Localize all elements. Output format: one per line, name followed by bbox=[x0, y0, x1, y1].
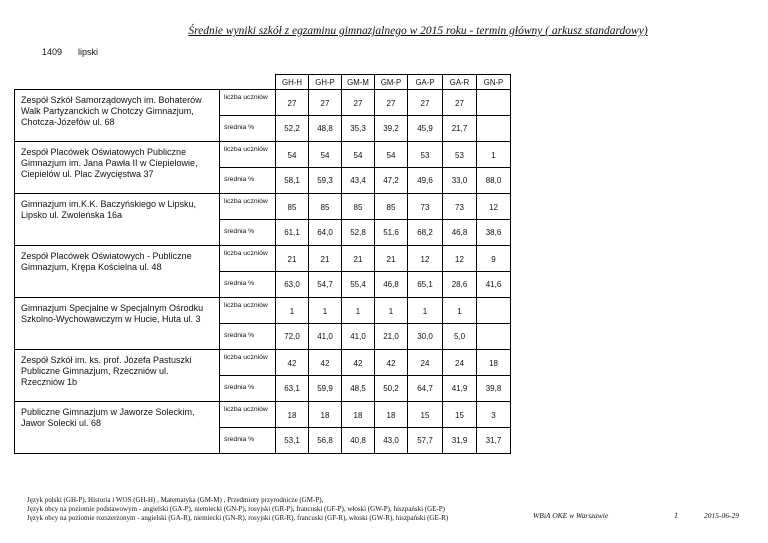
count-cell: 27 bbox=[309, 90, 342, 116]
mean-cell: 39,2 bbox=[375, 116, 408, 142]
mean-cell: 88,0 bbox=[477, 168, 511, 194]
header-blank-cell bbox=[15, 75, 276, 90]
mean-cell: 65,1 bbox=[408, 272, 443, 298]
mean-cell: 35,3 bbox=[342, 116, 375, 142]
count-cell bbox=[477, 90, 511, 116]
count-cell: 27 bbox=[375, 90, 408, 116]
count-cell: 12 bbox=[408, 246, 443, 272]
mean-cell: 45,9 bbox=[408, 116, 443, 142]
header-row bbox=[15, 75, 511, 90]
column-header: GH-H bbox=[276, 75, 309, 90]
count-cell: 21 bbox=[309, 246, 342, 272]
column-header: GM-P bbox=[375, 75, 408, 90]
mean-cell: 68,2 bbox=[408, 220, 443, 246]
mean-cell: 38,6 bbox=[477, 220, 511, 246]
count-cell: 18 bbox=[309, 402, 342, 428]
count-cell: 9 bbox=[477, 246, 511, 272]
mean-cell: 21,7 bbox=[443, 116, 477, 142]
count-cell bbox=[477, 298, 511, 324]
school-name: Zespół Szkół im. ks. prof. Józefa Pastuszki Publiczne Gimnazjum, Rzeczniów ul. Rzeczniów 1b bbox=[15, 350, 220, 402]
mean-cell: 48,5 bbox=[342, 376, 375, 402]
mean-label: średnia % bbox=[220, 220, 276, 246]
results-table bbox=[14, 74, 511, 454]
table-row bbox=[15, 402, 511, 428]
count-cell: 85 bbox=[309, 194, 342, 220]
footer-office: WBiA OKE w Warszawie bbox=[533, 511, 609, 520]
mean-cell: 56,8 bbox=[309, 428, 342, 454]
mean-cell: 41,0 bbox=[342, 324, 375, 350]
mean-cell: 52,2 bbox=[276, 116, 309, 142]
count-cell: 12 bbox=[477, 194, 511, 220]
mean-cell: 53,1 bbox=[276, 428, 309, 454]
mean-cell: 43,0 bbox=[375, 428, 408, 454]
mean-cell: 63,0 bbox=[276, 272, 309, 298]
district-name: lipski bbox=[78, 47, 99, 57]
mean-cell: 61,1 bbox=[276, 220, 309, 246]
mean-cell: 52,8 bbox=[342, 220, 375, 246]
mean-cell: 41,0 bbox=[309, 324, 342, 350]
mean-label: średnia % bbox=[220, 168, 276, 194]
count-cell: 15 bbox=[408, 402, 443, 428]
mean-cell: 54,7 bbox=[309, 272, 342, 298]
count-cell: 53 bbox=[443, 142, 477, 168]
count-cell: 53 bbox=[408, 142, 443, 168]
count-cell: 42 bbox=[375, 350, 408, 376]
table-row bbox=[15, 142, 511, 168]
mean-cell: 50,2 bbox=[375, 376, 408, 402]
count-cell: 27 bbox=[443, 90, 477, 116]
count-cell: 42 bbox=[309, 350, 342, 376]
count-label: liczba uczniów bbox=[220, 246, 276, 272]
school-name: Gimnazjum Specjalne w Specjalnym Ośrodku Szkolno-Wychowawczym w Hucie, Huta ul. 3 bbox=[15, 298, 220, 350]
count-cell: 42 bbox=[276, 350, 309, 376]
mean-cell: 47,2 bbox=[375, 168, 408, 194]
count-cell: 18 bbox=[375, 402, 408, 428]
footnotes bbox=[27, 496, 448, 523]
count-cell: 1 bbox=[408, 298, 443, 324]
district-code: 1409 bbox=[42, 47, 63, 57]
mean-cell: 43,4 bbox=[342, 168, 375, 194]
count-cell: 18 bbox=[477, 350, 511, 376]
count-label: liczba uczniów bbox=[220, 298, 276, 324]
count-cell: 27 bbox=[276, 90, 309, 116]
school-name: Zespół Szkół Samorządowych im. Bohaterów Walk Partyzanckich w Chotczy Gimnazjum, Chotcza-Józefów ul. 68 bbox=[15, 90, 220, 142]
count-cell: 3 bbox=[477, 402, 511, 428]
count-cell: 27 bbox=[408, 90, 443, 116]
count-cell: 1 bbox=[309, 298, 342, 324]
mean-cell: 59,9 bbox=[309, 376, 342, 402]
count-cell: 24 bbox=[443, 350, 477, 376]
mean-cell: 39,8 bbox=[477, 376, 511, 402]
mean-cell: 55,4 bbox=[342, 272, 375, 298]
mean-cell: 30,0 bbox=[408, 324, 443, 350]
count-cell: 1 bbox=[342, 298, 375, 324]
mean-cell: 51,6 bbox=[375, 220, 408, 246]
count-label: liczba uczniów bbox=[220, 142, 276, 168]
mean-cell bbox=[477, 116, 511, 142]
count-label: liczba uczniów bbox=[220, 90, 276, 116]
mean-cell: 59,3 bbox=[309, 168, 342, 194]
count-cell: 73 bbox=[408, 194, 443, 220]
count-cell: 24 bbox=[408, 350, 443, 376]
mean-cell: 46,8 bbox=[375, 272, 408, 298]
count-cell: 85 bbox=[375, 194, 408, 220]
table-row bbox=[15, 350, 511, 376]
mean-cell: 40,8 bbox=[342, 428, 375, 454]
count-cell: 42 bbox=[342, 350, 375, 376]
mean-cell: 31,7 bbox=[477, 428, 511, 454]
mean-cell: 63,1 bbox=[276, 376, 309, 402]
school-name: Zespół Placówek Oświatowych Publiczne Gimnazjum im. Jana Pawła II w Ciepielowie, Ciepielów ul. Plac Zwycięstwa 37 bbox=[15, 142, 220, 194]
table-row bbox=[15, 298, 511, 324]
count-cell: 15 bbox=[443, 402, 477, 428]
table-row bbox=[15, 246, 511, 272]
column-header: GM-M bbox=[342, 75, 375, 90]
mean-cell: 57,7 bbox=[408, 428, 443, 454]
table-row bbox=[15, 90, 511, 116]
mean-cell: 41,9 bbox=[443, 376, 477, 402]
document-title: Średnie wyniki szkół z egzaminu gimnazjalnego w 2015 roku - termin główny ( arkusz standardowy) bbox=[188, 25, 648, 37]
count-cell: 18 bbox=[342, 402, 375, 428]
mean-cell bbox=[477, 324, 511, 350]
count-cell: 85 bbox=[342, 194, 375, 220]
mean-cell: 58,1 bbox=[276, 168, 309, 194]
column-header: GA-P bbox=[408, 75, 443, 90]
mean-cell: 48,8 bbox=[309, 116, 342, 142]
count-cell: 54 bbox=[342, 142, 375, 168]
count-cell: 1 bbox=[443, 298, 477, 324]
mean-cell: 64,0 bbox=[309, 220, 342, 246]
count-cell: 21 bbox=[276, 246, 309, 272]
count-cell: 1 bbox=[375, 298, 408, 324]
mean-cell: 41,6 bbox=[477, 272, 511, 298]
mean-cell: 21,0 bbox=[375, 324, 408, 350]
column-header: GA-R bbox=[443, 75, 477, 90]
count-cell: 12 bbox=[443, 246, 477, 272]
count-label: liczba uczniów bbox=[220, 350, 276, 376]
mean-cell: 28,6 bbox=[443, 272, 477, 298]
school-name: Zespół Placówek Oświatowych - Publiczne Gimnazjum, Krępa Kościelna ul. 48 bbox=[15, 246, 220, 298]
table-row bbox=[15, 194, 511, 220]
count-label: liczba uczniów bbox=[220, 402, 276, 428]
count-cell: 21 bbox=[342, 246, 375, 272]
count-cell: 27 bbox=[342, 90, 375, 116]
mean-label: średnia % bbox=[220, 116, 276, 142]
school-name: Publiczne Gimnazjum w Jaworze Soleckim, Jawor Solecki ul. 68 bbox=[15, 402, 220, 454]
mean-cell: 33,0 bbox=[443, 168, 477, 194]
page-number: 1 bbox=[674, 511, 678, 520]
count-label: liczba uczniów bbox=[220, 194, 276, 220]
mean-label: średnia % bbox=[220, 428, 276, 454]
mean-cell: 72,0 bbox=[276, 324, 309, 350]
column-header: GH-P bbox=[309, 75, 342, 90]
count-cell: 54 bbox=[276, 142, 309, 168]
count-cell: 1 bbox=[276, 298, 309, 324]
school-name: Gimnazjum im.K.K. Baczyńskiego w Lipsku, Lipsko ul. Zwoleńska 16a bbox=[15, 194, 220, 246]
count-cell: 1 bbox=[477, 142, 511, 168]
column-header: GN-P bbox=[477, 75, 511, 90]
count-cell: 18 bbox=[276, 402, 309, 428]
mean-cell: 46,8 bbox=[443, 220, 477, 246]
mean-cell: 31,9 bbox=[443, 428, 477, 454]
footnote-line: Język obcy na poziomie podstawowym - angielski (GA-P), niemiecki (GN-P), rosyjski (GR-P), francuski (GF-P), włoski (GW-P), hiszpański (GE-P) bbox=[27, 505, 445, 513]
mean-label: średnia % bbox=[220, 324, 276, 350]
mean-label: średnia % bbox=[220, 376, 276, 402]
mean-cell: 5,0 bbox=[443, 324, 477, 350]
count-cell: 85 bbox=[276, 194, 309, 220]
mean-cell: 64,7 bbox=[408, 376, 443, 402]
footnote-line: Język polski (GH-P), Historia i WOS (GH-H) , Matematyka (GM-M) , Przedmioty przyrodnicze (GM-P), bbox=[27, 496, 324, 504]
footer-date: 2015-06-29 bbox=[704, 511, 739, 520]
count-cell: 54 bbox=[309, 142, 342, 168]
mean-label: średnia % bbox=[220, 272, 276, 298]
mean-cell: 49,6 bbox=[408, 168, 443, 194]
footnote-line: Język obcy na poziomie rozszerzonym - angielski (GA-R), niemiecki (GN-R), rosyjski (GR-R), francuski (GF-R), włoski (GW-R), hiszpański (GE-R) bbox=[27, 514, 449, 522]
count-cell: 73 bbox=[443, 194, 477, 220]
count-cell: 54 bbox=[375, 142, 408, 168]
count-cell: 21 bbox=[375, 246, 408, 272]
